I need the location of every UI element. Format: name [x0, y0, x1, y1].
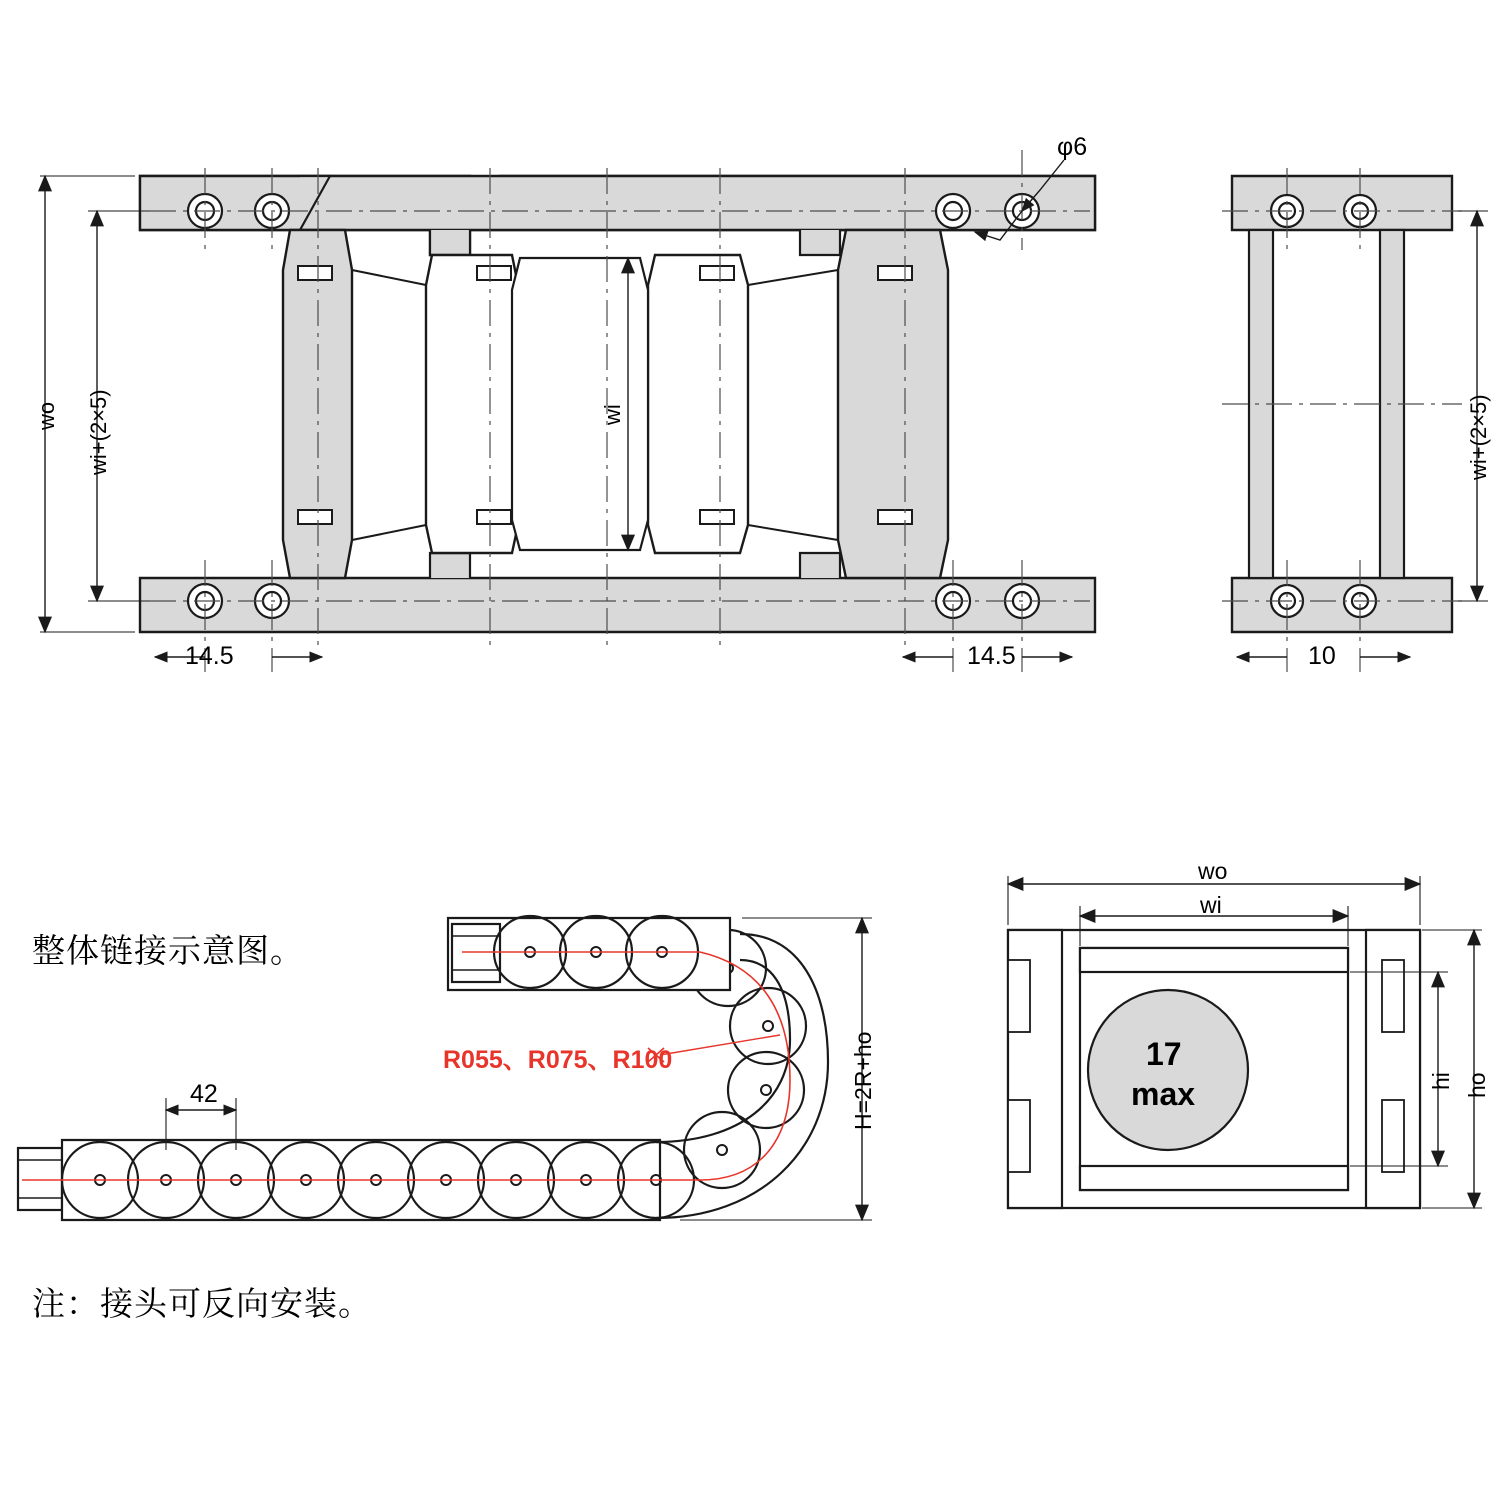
footnote: 注：接头可反向安装。: [32, 1284, 372, 1323]
dimension-label-pitch-left: 14.5: [185, 642, 234, 670]
radius-note-label: R055、R075、R100: [443, 1046, 673, 1074]
dimension-label-pitch-42: 42: [190, 1080, 218, 1108]
dimension-label-pitch-right: 14.5: [967, 642, 1016, 670]
dimension-label-width-10: 10: [1308, 642, 1336, 670]
dimension-label-wi-plus: wi+(2×5): [86, 389, 111, 475]
dimension-label-wi-section: wi: [1200, 892, 1222, 918]
end-view-holes: [1271, 195, 1376, 617]
overall-caption: 整体链接示意图。: [32, 931, 304, 970]
cross-section-view: [1008, 876, 1482, 1208]
cable-size-unit: max: [1131, 1076, 1196, 1112]
dimension-label-wo: wo: [34, 401, 59, 430]
dimension-label-height-h: H=2R+ho: [850, 1031, 876, 1130]
top-plan-view: [40, 150, 1095, 672]
dimension-label-phi6: φ6: [1057, 133, 1088, 161]
end-link-view: [1222, 168, 1488, 672]
dimension-label-wo-section: wo: [1198, 858, 1228, 884]
dimension-label-wi: wi: [600, 404, 625, 425]
side-view-upper-run: [448, 916, 730, 990]
link-arm-second: [426, 255, 518, 553]
dimension-label-wi-plus-end: wi+(2×5): [1466, 394, 1491, 480]
dimension-label-ho-section: ho: [1464, 1072, 1490, 1098]
link-arm-third: [648, 255, 748, 553]
dimension-label-hi-section: hi: [1428, 1072, 1454, 1090]
cable-size-value: 17: [1146, 1036, 1182, 1072]
link-arm-right: [838, 230, 948, 578]
